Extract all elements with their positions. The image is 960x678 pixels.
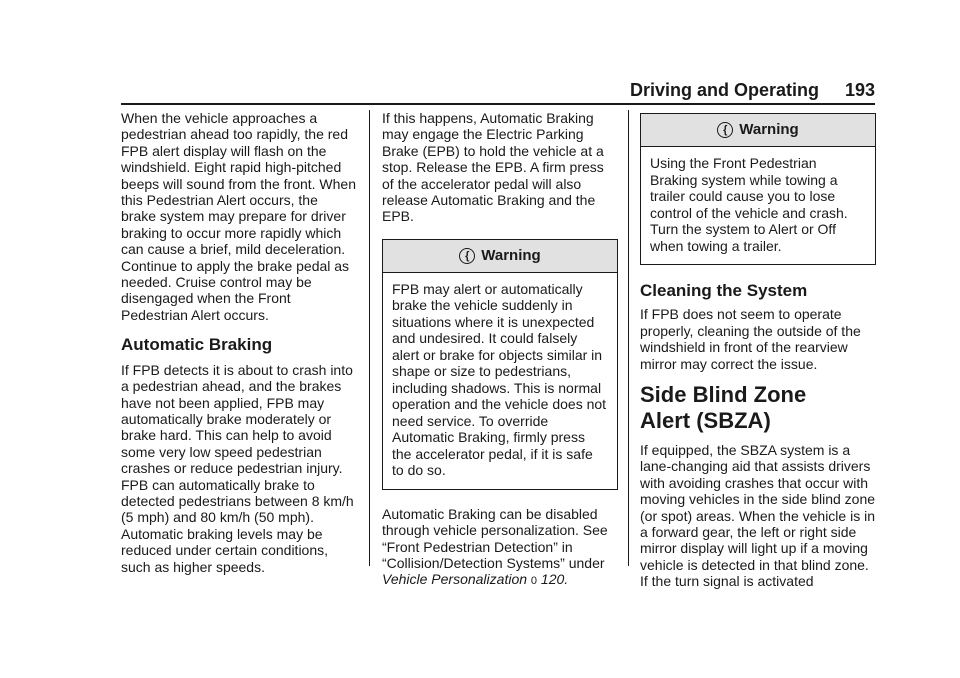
page-reference[interactable]: 120 (540, 571, 565, 588)
column-2 (382, 110, 618, 590)
paragraph (382, 506, 618, 590)
warning-icon: { (459, 248, 475, 264)
header-rule (121, 103, 875, 105)
section-title: Driving and Operating (630, 80, 820, 100)
column-1 (121, 110, 356, 575)
paragraph: When the vehicle approaches a pedestrian ahead too rapidly, the red FPB alert display will flash on the windshield. Eight rapid high-pitched beeps will sound from the front. When this Pedestrian Alert occurs, the brake system may prepare for driver braking to occur more rapidly which can cause a brief, mild deceleration. Continue to apply the brake pedal as needed. Cruise control may be disengaged when the Front Pedestrian Alert occurs. (121, 110, 357, 323)
warning-box (640, 113, 876, 265)
warning-box (382, 239, 618, 490)
paragraph: If FPB detects it is about to crash into a pedestrian ahead, and the brakes have not been applied, FPB may automatically brake moderately or brake hard. This can help to avoid some very low speed pedestrian crashes or reduce pedestrian injury. FPB can automatically brake to detected pedestrians between 8 km/h (5 mph) and 80 km/h (50 mph). Automatic braking levels may be reduced under certain conditions, such as higher speeds. (121, 361, 354, 575)
major-heading: Side Blind Zone Alert (SBZA) (640, 382, 807, 434)
warning-header (641, 114, 875, 147)
paragraph-end: . (564, 571, 569, 588)
page-reference-arrow-icon: 0 (530, 575, 538, 588)
paragraph: If equipped, the SBZA system is a lane-changing aid that assists drivers with avoiding crashes that occur with moving vehicles in the side blind zone (or spot) areas. When the vehicle is in a forward gear, the left or right side mirror display will light up if a moving vehicle is detected in that blind zone. If the turn signal is activated (640, 442, 876, 590)
page-header (630, 80, 875, 104)
section-heading: Cleaning the System (640, 281, 808, 300)
section-heading: Automatic Braking (121, 335, 273, 355)
cross-reference-link[interactable]: Vehicle Personalization (382, 571, 528, 588)
warning-icon: { (717, 122, 733, 138)
column-3 (640, 110, 876, 590)
paragraph-text: Automatic Braking can be disabled through vehicle personalization. See “Front Pedestrian Detection” in “Collision/Detection Systems” under (382, 505, 608, 572)
page-number: 193 (844, 80, 875, 100)
warning-title: Warning (739, 120, 799, 138)
paragraph: If FPB does not seem to operate properly, cleaning the outside of the windshield in front of the rearview mirror may correct the issue. (640, 306, 861, 372)
paragraph: If this happens, Automatic Braking may engage the Electric Parking Brake (EPB) to hold the vehicle at a stop. Release the EPB. A firm press of the accelerator pedal will also release Automatic Braking and the EPB. (382, 110, 604, 225)
warning-text: Using the Front Pedestrian Braking system while towing a trailer could cause you to lose control of the vehicle and crash. Turn the system to Alert or Off when towing a trailer. (650, 155, 848, 254)
warning-title: Warning (481, 246, 541, 264)
column-divider (628, 110, 629, 566)
column-divider (369, 110, 370, 566)
warning-header (383, 240, 617, 273)
warning-text: FPB may alert or automatically brake the vehicle suddenly in situations where it is unexpected and undesired. It could falsely alert or brake for objects similar in shape or size to pedestrians, including shadows. This is normal operation and the vehicle does not need service. To override Automatic Braking, firmly press the accelerator pedal, if it is safe to do so. (392, 280, 607, 479)
